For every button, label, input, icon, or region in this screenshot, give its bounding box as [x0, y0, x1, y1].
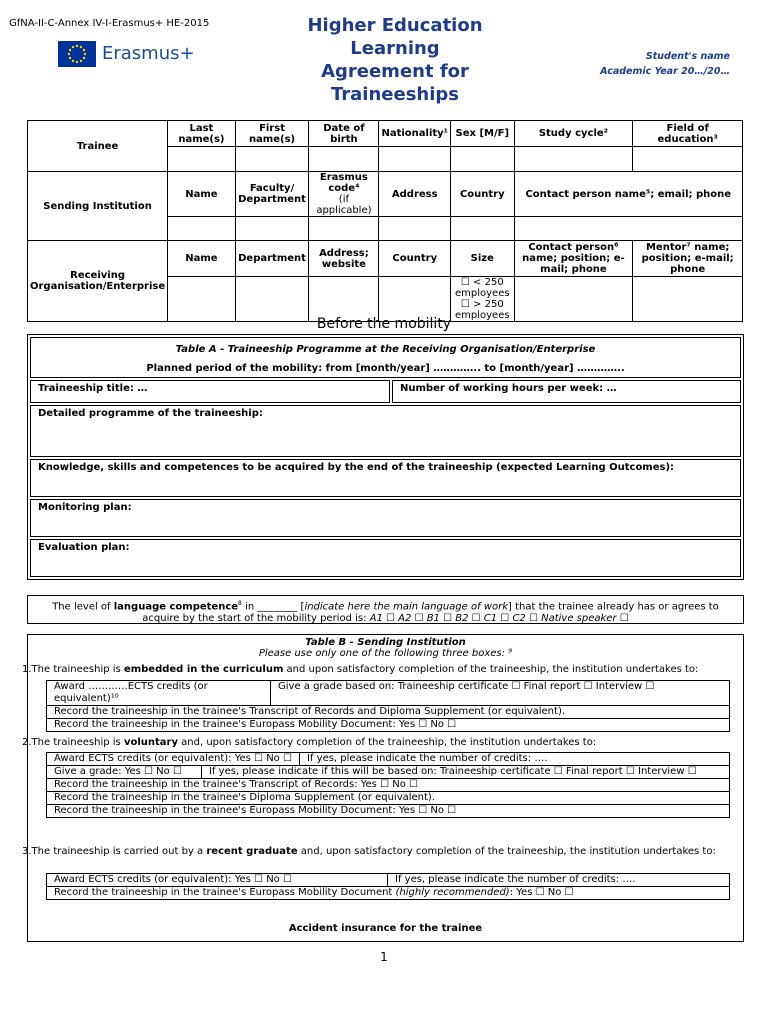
col-header: Country	[451, 172, 514, 217]
receiving-label: Receiving Organisation/Enterprise	[28, 241, 168, 322]
lang-italic: indicate here the main language of work	[304, 601, 508, 613]
table-a	[27, 334, 744, 580]
input-cell[interactable]	[168, 217, 236, 241]
opt-text: The traineeship is	[31, 737, 124, 748]
diploma-record[interactable]: Record the traineeship in the trainee's Diploma Supplement (or equivalent).	[47, 792, 730, 805]
planned-period[interactable]: Planned period of the mobility: from [month/year] ………….. to [month/year] …………..	[146, 363, 625, 374]
opt-text: and, upon satisfactory completion of the traineeship, the institution undertakes to:	[177, 737, 597, 748]
lang-bold: language competence	[113, 601, 239, 613]
col-header: Field of education³	[633, 121, 743, 147]
evaluation-plan-field[interactable]: Evaluation plan:	[30, 539, 741, 577]
academic-year-label: Academic Year 20…/20…	[600, 66, 730, 77]
opt-text: The traineeship is	[31, 664, 124, 675]
col-header: Sex [M/F]	[451, 121, 514, 147]
option-number: 2.	[22, 737, 32, 748]
europass-record[interactable]: Record the traineeship in the trainee's Europass Mobility Document: Yes ☐ No ☐	[47, 719, 730, 732]
input-cell[interactable]	[379, 147, 451, 172]
input-cell[interactable]	[235, 277, 309, 322]
col-header: Faculty/ Department	[235, 172, 309, 217]
opt-bold: recent graduate	[206, 846, 298, 857]
detailed-programme-field[interactable]: Detailed programme of the traineeship:	[30, 405, 741, 457]
col-header: Size	[451, 241, 514, 277]
traineeship-title-field[interactable]: Traineeship title: …	[30, 380, 390, 403]
eu-flag-icon	[58, 41, 96, 67]
col-header: Country	[379, 241, 451, 277]
col-header: Study cycle²	[514, 121, 633, 147]
opt-bold: embedded in the curriculum	[123, 664, 284, 675]
opt-text: The traineeship is carried out by a	[31, 846, 207, 857]
title-line: Agreement for	[321, 61, 469, 82]
student-info	[600, 49, 730, 79]
input-cell[interactable]	[514, 147, 633, 172]
col-header: Last name(s)	[168, 121, 236, 147]
input-cell[interactable]	[235, 147, 309, 172]
input-cell[interactable]	[633, 147, 743, 172]
col-header: Name	[168, 241, 236, 277]
trainee-label: Trainee	[28, 121, 168, 172]
award-credits[interactable]: Award ECTS credits (or equivalent): Yes ☐ No ☐	[47, 753, 300, 766]
input-cell[interactable]	[309, 277, 379, 322]
title-line: Traineeships	[330, 84, 460, 105]
transcript-record[interactable]: Record the traineeship in the trainee's Transcript of Records and Diploma Supplement (or equivalent).	[47, 706, 730, 719]
col-header: Name	[168, 172, 236, 217]
table-a-title: Table A - Traineeship Programme at the Receiving Organisation/Enterprise	[175, 344, 596, 355]
table-b	[22, 634, 744, 942]
europass-record[interactable]	[47, 887, 730, 900]
transcript-record[interactable]: Record the traineeship in the trainee's Transcript of Records: Yes ☐ No ☐	[47, 779, 730, 792]
size-option-small[interactable]: ☐ < 250 employees	[455, 277, 510, 299]
option-2-table	[46, 752, 730, 818]
col-header: Contact person name⁵; email; phone	[514, 172, 742, 217]
lang-text: The level of	[52, 601, 114, 613]
col-header: Date of birth	[309, 121, 379, 147]
student-name-label: Student's name	[645, 51, 730, 62]
grade-basis[interactable]: If yes, please indicate if this will be based on: Traineeship certificate ☐ Final report ☐ Interview ☐	[202, 766, 730, 779]
award-credits[interactable]: Award ECTS credits (or equivalent): Yes ☐ No ☐	[47, 874, 388, 887]
input-cell[interactable]	[379, 277, 451, 322]
lang-text: ] that the trainee already has or agrees to	[508, 601, 719, 613]
accident-insurance-heading: Accident insurance for the trainee	[288, 923, 483, 934]
col-header: Department	[235, 241, 309, 277]
col-header: First name(s)	[235, 121, 309, 147]
col-header: Address; website	[309, 241, 379, 277]
input-cell[interactable]	[514, 277, 633, 322]
europass-record[interactable]: Record the traineeship in the trainee's Europass Mobility Document: Yes ☐ No ☐	[47, 805, 730, 818]
size-options[interactable]	[451, 277, 514, 322]
language-competence-box	[27, 595, 744, 624]
input-cell[interactable]	[309, 217, 379, 241]
input-cell[interactable]	[168, 277, 236, 322]
opt-text: and upon satisfactory completion of the traineeship, the institution undertakes to:	[283, 664, 699, 675]
parties-table	[27, 120, 743, 322]
europass-text: Record the traineeship in the trainee's Europass Mobility Document	[54, 887, 396, 898]
option-number: 1.	[22, 664, 32, 675]
size-option-large[interactable]: ☐ > 250 employees	[455, 299, 510, 321]
title-line: Learning	[350, 38, 440, 59]
input-cell[interactable]	[451, 217, 514, 241]
col-header-text: Erasmus code⁴	[319, 172, 368, 194]
learning-outcomes-field[interactable]: Knowledge, skills and competences to be acquired by the end of the traineeship (expected Learning Outcomes):	[30, 459, 741, 497]
logo-text: Erasmus+	[102, 43, 195, 64]
page-number: 1	[380, 950, 388, 964]
page-title	[300, 14, 490, 105]
language-level-checkboxes[interactable]: A1 ☐ A2 ☐ B1 ☐ B2 ☐ C1 ☐ C2 ☐ Native speaker ☐	[369, 613, 629, 625]
col-header: Nationality¹	[379, 121, 451, 147]
input-cell[interactable]	[379, 217, 451, 241]
opt-text: and, upon satisfactory completion of the traineeship, the institution undertakes to:	[297, 846, 716, 857]
document-code: GfNA-II-C-Annex IV-I-Erasmus+ HE-2015	[9, 18, 210, 29]
input-cell[interactable]	[235, 217, 309, 241]
opt-bold: voluntary	[123, 737, 178, 748]
col-header-note: (if applicable)	[316, 194, 372, 216]
award-credits[interactable]: Award ……..….ECTS credits (or equivalent)¹⁰	[47, 681, 271, 706]
lang-footnote: 8	[238, 600, 242, 607]
option-1-table	[46, 680, 730, 732]
table-a-header	[30, 337, 741, 378]
erasmus-logo	[58, 41, 198, 69]
option-2-text	[22, 737, 596, 748]
option-1-text	[22, 664, 698, 675]
input-cell[interactable]	[451, 147, 514, 172]
europass-note: (highly recommended)	[395, 887, 510, 898]
input-cell[interactable]	[309, 147, 379, 172]
option-number: 3.	[22, 846, 32, 857]
col-header: Address	[379, 172, 451, 217]
credits-number[interactable]: If yes, please indicate the number of credits: ….	[388, 874, 730, 887]
lang-text: acquire by the start of the mobility period is:	[142, 613, 370, 625]
grade-basis[interactable]: Give a grade based on: Traineeship certificate ☐ Final report ☐ Interview ☐	[271, 681, 730, 706]
input-cell[interactable]	[633, 277, 743, 322]
col-header: Contact person⁶ name; position; e-mail; phone	[514, 241, 633, 277]
lang-text: in ________ [	[241, 601, 305, 613]
option-3-table	[46, 873, 730, 900]
give-grade[interactable]: Give a grade: Yes ☐ No ☐	[47, 766, 202, 779]
col-header	[309, 172, 379, 217]
option-3-text	[22, 846, 734, 858]
sending-label: Sending Institution	[28, 172, 168, 241]
input-cell[interactable]	[514, 217, 742, 241]
europass-choice: : Yes ☐ No ☐	[509, 887, 574, 898]
table-b-subtitle: Please use only one of the following three boxes: ⁹	[258, 648, 513, 659]
input-cell[interactable]	[168, 147, 236, 172]
monitoring-plan-field[interactable]: Monitoring plan:	[30, 499, 741, 537]
table-b-title: Table B - Sending Institution	[305, 637, 466, 648]
col-header: Mentor⁷ name; position; e-mail; phone	[633, 241, 743, 277]
credits-number[interactable]: If yes, please indicate the number of credits: ….	[300, 753, 730, 766]
working-hours-field[interactable]: Number of working hours per week: …	[392, 380, 741, 403]
title-line: Higher Education	[307, 15, 483, 36]
before-mobility-heading: Before the mobility	[316, 316, 452, 332]
